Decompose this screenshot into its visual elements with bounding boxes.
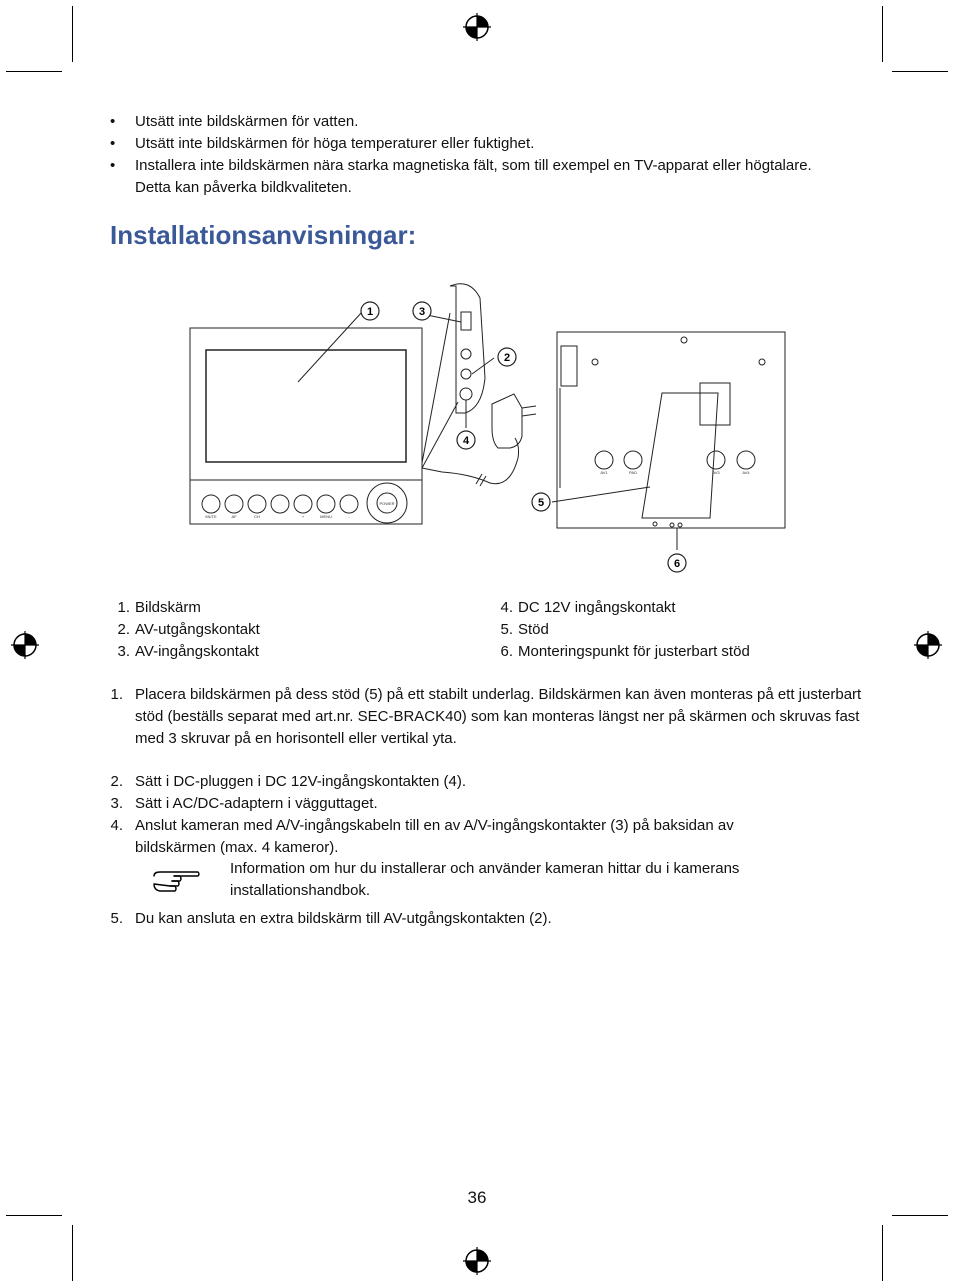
callout-label: 2 [503,352,511,364]
button-label: - [348,514,350,519]
button-label: AF [231,514,237,519]
button-label: + [301,514,305,519]
callout-label: 3 [418,306,426,318]
callout-label: 6 [673,558,681,570]
registration-mark-icon [462,1246,492,1276]
connector-label: AV3 [712,470,720,475]
registration-mark-icon [913,630,943,660]
connector-label: PAD [629,470,637,475]
connector-label: AV4 [742,470,750,475]
callout-label: 4 [462,435,470,447]
button-label: MUTE [205,514,217,519]
connector-label: AV1 [600,470,608,475]
power-label: POWER [379,501,395,506]
page-number: 36 [467,1188,487,1207]
note-text: Information om hur du installerar och använder kameran hittar du i kamerans installationshandbok. [230,860,740,899]
registration-mark-icon [10,630,40,660]
callout-label: 1 [366,306,374,318]
registration-mark-icon [462,12,492,42]
page-title: Installationsanvisningar: [110,220,417,250]
button-label: MENU [320,514,332,519]
installation-diagram [180,278,800,578]
pointing-hand-icon [150,868,202,896]
button-label: CH [254,514,260,519]
callout-label: 5 [537,497,545,509]
